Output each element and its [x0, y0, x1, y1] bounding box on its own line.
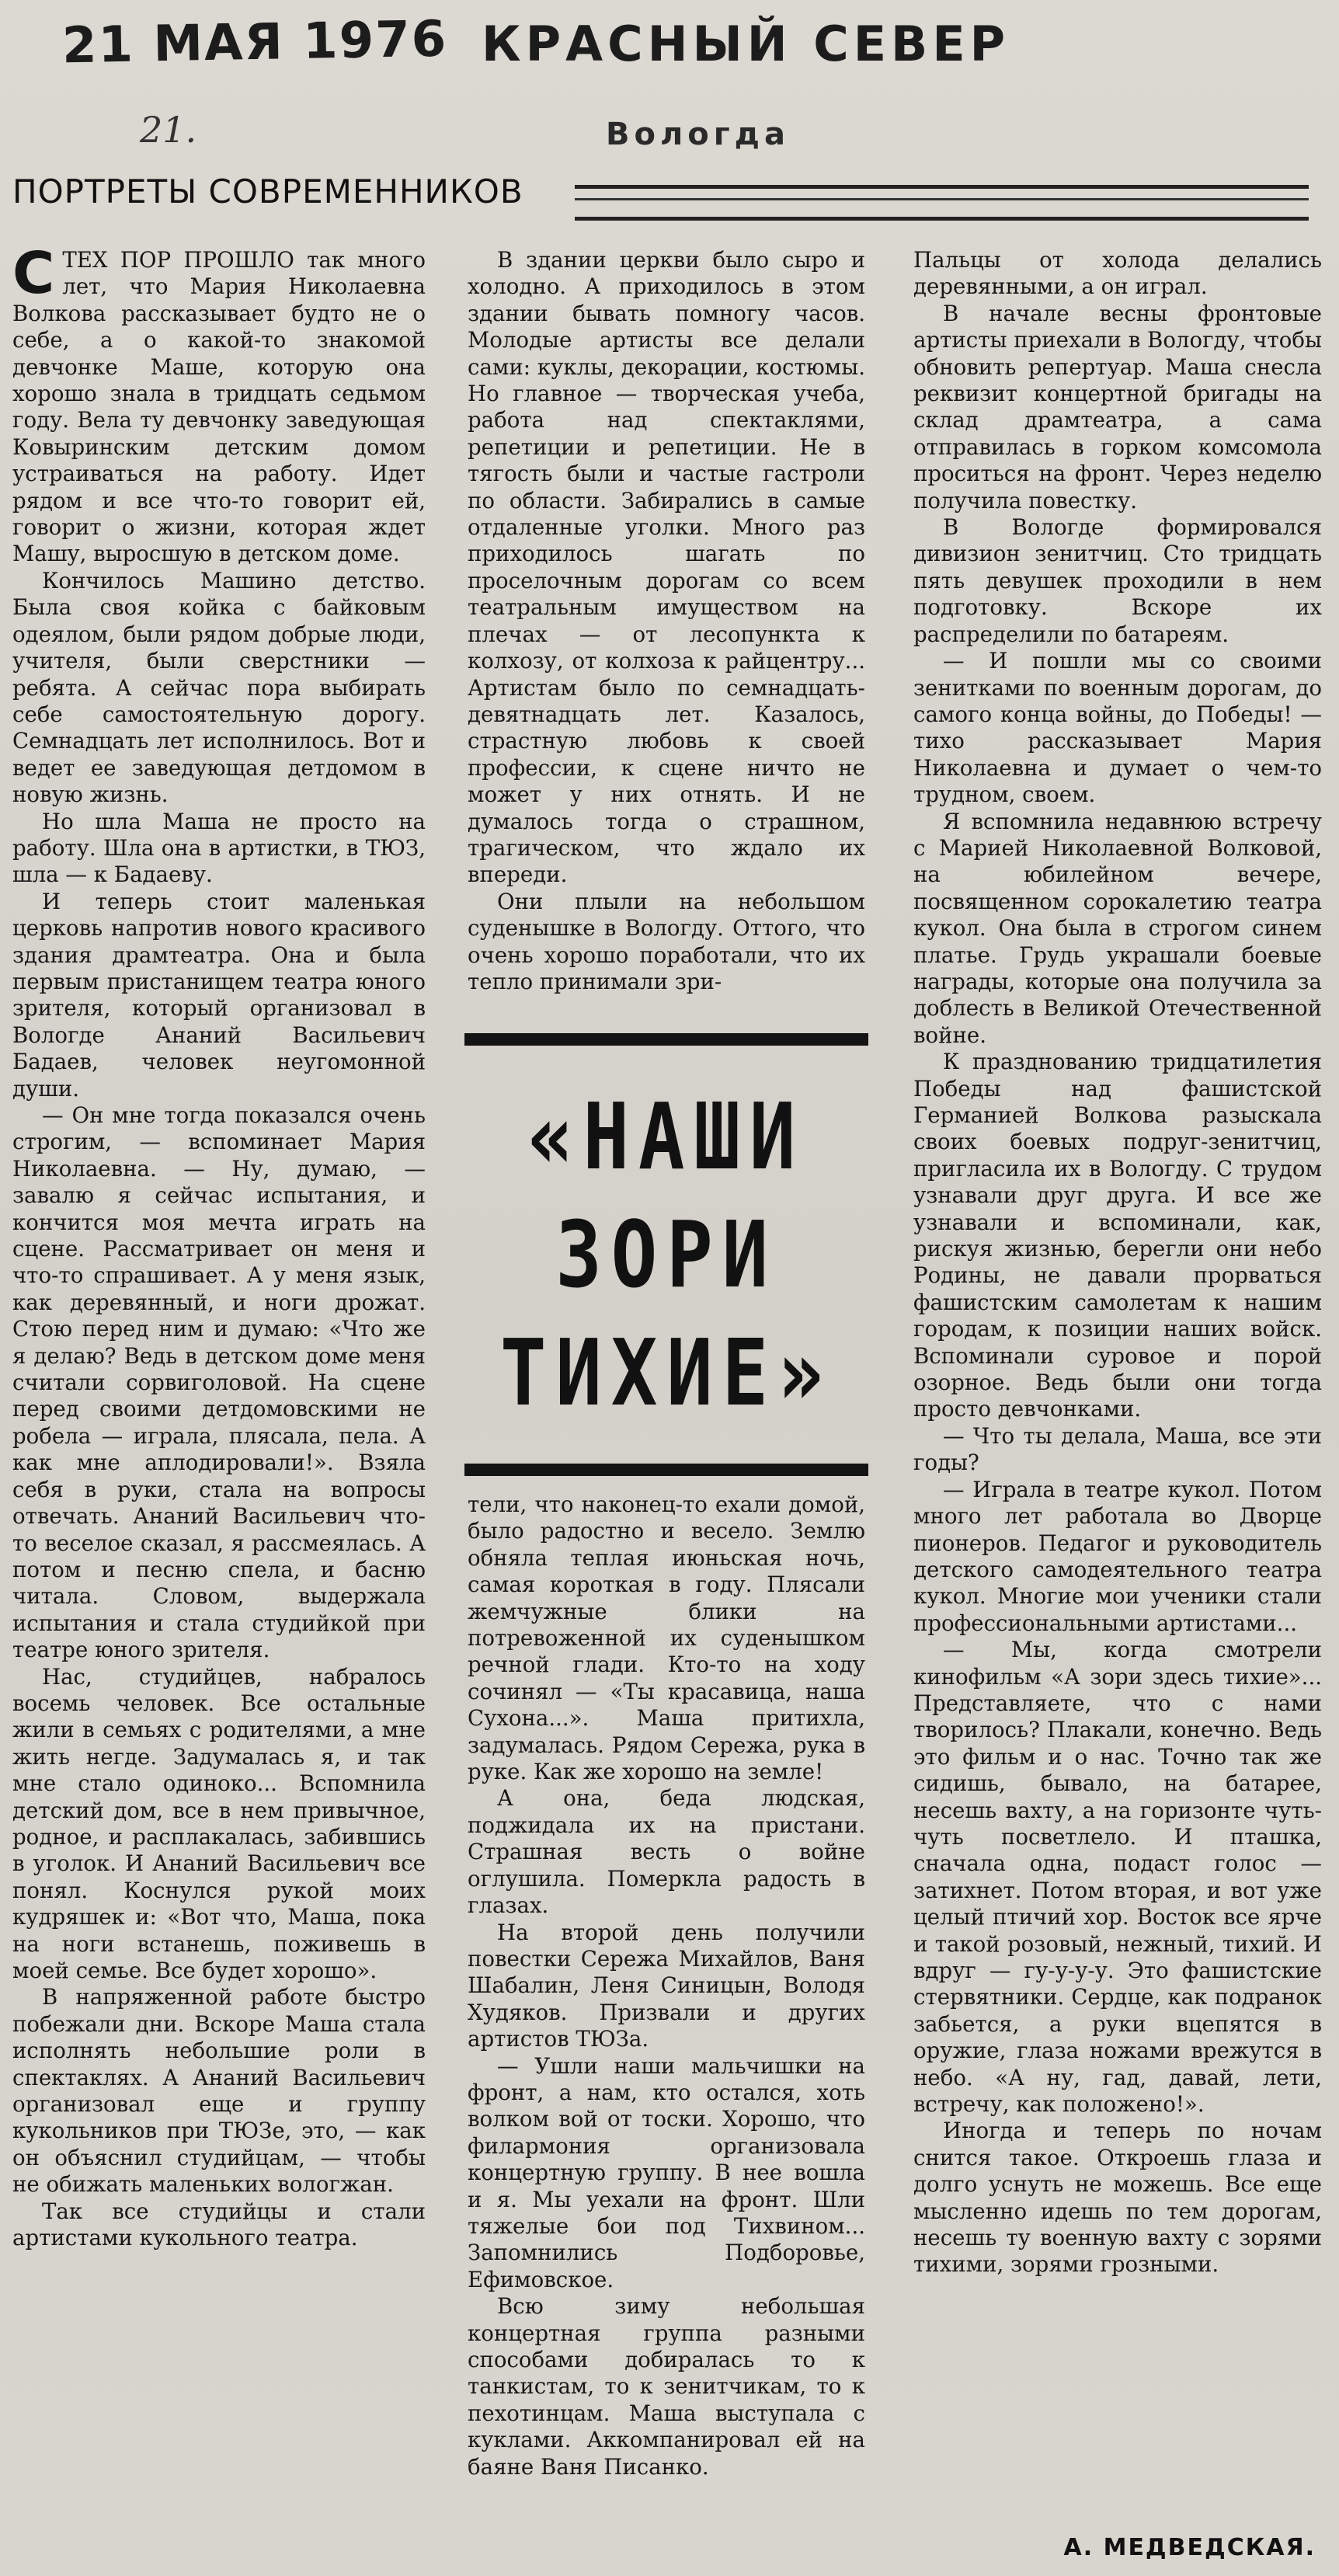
paragraph: — Играла в театре кукол. Потом много лет работала во Дворце пионеров. Педагог и руководитель детского самодеятельного театра кукол. Многие мои ученики стали профессиональными артистами... — [913, 1476, 1322, 1636]
headline-line-3: ТИХИЕ» — [499, 1319, 833, 1426]
rubric-title: ПОРТРЕТЫ СОВРЕМЕННИКОВ — [12, 172, 523, 211]
paragraph: Пальцы от холода делались деревянными, а он играл. — [913, 247, 1322, 300]
paragraph: В начале весны фронтовые артисты приехали в Вологду, чтобы обновить репертуар. Маша снесла реквизит концертной бригады на склад драмтеатра, а сама отправилась в горком комсомола проситься на фронт. Через неделю получила повестку. — [913, 300, 1322, 513]
handwritten-number: 21. — [140, 109, 197, 151]
article-column-2-continued — [468, 1492, 865, 2480]
rubric-rule — [575, 185, 1309, 221]
paragraph: К празднованию тридцатилетия Победы над фашистской Германией Волкова разыскала своих боевых подруг-зенитчиц, пригласила их в Вологду. С трудом узнавали друг друга. И все же узнавали и вспоминали, как, рискуя жизнью, берегли они небо Родины, не давали прорваться фашистским самолетам к нашим городам, к позиции наших войск. Вспоминали суровое и порой озорное. Ведь были они тогда просто девчонками. — [913, 1049, 1322, 1422]
article-column-2 — [468, 247, 865, 995]
paragraph: А она, беда людская, поджидала их на пристани. Страшная весть о войне оглушила. Померкла радость в глазах. — [468, 1785, 865, 1919]
paragraph: — Мы, когда смотрели кинофильм «А зори здесь тихие»... Представляете, что с нами творилось? Плакали, конечно. Ведь это фильм и о нас. Точно так же сидишь, бывало, на батарее, несешь вахту, а на горизонте чуть-чуть посветлело. И пташка, сначала одна, подаст голос — затихнет. Потом вторая, и вот уже целый птичий хор. Восток все ярче и такой розовый, нежный, тихий. И вдруг — гу-у-у-у. Это фашистские стервятники. Сердце, как подранок забьется, а руки вцепятся в оружие, глаза ножами врежутся в небо. «А ну, гад, давай, лети, встречу, как положено!». — [913, 1637, 1322, 2118]
paragraph: Иногда и теперь по ночам снится такое. Откроешь глаза и долго уснуть не можешь. Все еще мысленно идешь по тем дорогам, несешь ту военную вахту с зорями тихими, зорями грозными. — [913, 2118, 1322, 2278]
city-stamp: Вологда — [606, 117, 790, 152]
paragraph: Они плыли на небольшом суденышке в Вологду. Оттого, что очень хорошо поработали, что их тепло принимали зри- — [468, 888, 865, 994]
newspaper-name-stamp: КРАСНЫЙ СЕВЕР — [482, 16, 1010, 72]
paragraph: Нас, студийцев, набралось восемь человек. Все остальные жили в семьях с родителями, а мне жить негде. Задумалась я, и так мне стало одиноко... Вспомнила детский дом, все в нем привычное, родное, и расплакалась, забившись в уголок. И Ананий Васильевич все понял. Коснулся рукой моих кудряшек и: «Вот что, Маша, пока на ноги встанешь, поживешь в моей семье. Все будет хорошо». — [12, 1663, 426, 1983]
paragraph: — Что ты делала, Маша, все эти годы? — [913, 1422, 1322, 1476]
paragraph: В здании церкви было сыро и холодно. А приходилось в этом здании бывать помногу часов. Молодые артисты все делали сами: куклы, декорации, костюмы. Но главное — творческая учеба, работа над спектаклями, репетиции и репетиции. Не в тягость были и частые гастроли по области. Забирались в самые отдаленные уголки. Много раз приходилось шагать по проселочным дорогам со всем театральным имуществом на плечах — от лесопункта к колхозу, от колхоза к райцентру... Артистам было по семнадцать-девятнадцать лет. Казалось, страстную любовь к своей профессии, к сцене ничто не может у них отнять. И не думалось тогда о страшном, трагическом, что ждало их впереди. — [468, 247, 865, 888]
paragraph: Всю зиму небольшая концертная группа разными способами добиралась то к танкистам, то к зенитчикам, то к пехотинцам. Маша выступала с куклами. Аккомпанировал ей на баяне Ваня Писанко. — [468, 2293, 865, 2480]
paragraph: — И пошли мы со своими зенитками по военным дорогам, до самого конца войны, до Победы! — тихо рассказывает Мария Николаевна и думает о чем-то трудном, своем. — [913, 648, 1322, 808]
paragraph: — Ушли наши мальчишки на фронт, а нам, кто остался, хоть волком вой от тоски. Хорошо, что филармония организовала концертную группу. В нее вошла и я. Мы уехали на фронт. Шли тяжелые бои под Тихвином... Запомнились Подборовье, Ефимовское. — [468, 2052, 865, 2292]
headline-line-2: ЗОРИ — [555, 1201, 777, 1308]
paragraph: Так все студийцы и стали артистами кукольного театра. — [12, 2198, 426, 2251]
paragraph: На второй день получили повестки Сережа Михайлов, Ваня Шабалин, Леня Синицын, Володя Худяков. Призвали и других артистов ТЮЗа. — [468, 1919, 865, 2052]
headline-box — [464, 1033, 868, 1476]
paragraph: Я вспомнила недавнюю встречу с Марией Николаевной Волковой, на юбилейном вечере, посвященном сорокалетию театра кукол. Она была в строгом синем платье. Грудь украшали боевые награды, которые она получила за доблесть в Великой Отечественной войне. — [913, 808, 1322, 1048]
paragraph: В Вологде формировался дивизион зенитчиц. Сто тридцать пять девушек проходили в нем подготовку. Вскоре их распределили по батареям. — [913, 514, 1322, 647]
date-stamp: 21 МАЯ 1976 — [61, 10, 448, 75]
paragraph: — Он мне тогда показался очень строгим, — вспоминает Мария Николаевна. — Ну, думаю, — завалю я сейчас испытания, и кончится моя мечта играть на сцене. Рассматривает он меня и что-то спрашивает. А у меня язык, как деревянный, и ноги дрожат. Стою перед ним и думаю: «Что же я делаю? Ведь в детском доме меня считали сорвиголовой. На сцене перед своими детдомовскими не робела — играла, плясала, пела. А как мне аплодировали!». Взяла себя в руки, стала на вопросы отвечать. Ананий Васильевич что-то веселое сказал, я рассмеялась. А потом и песню спела, и басню читала. Словом, выдержала испытания и стала студийкой при театре юного зрителя. — [12, 1102, 426, 1663]
paragraph: Но шла Маша не просто на работу. Шла она в артистки, в ТЮЗ, шла — к Бадаеву. — [12, 808, 426, 888]
paragraph: Кончилось Машино детство. Была своя койка с байковым одеялом, были рядом добрые люди, учителя, были сверстники — ребята. А сейчас пора выбирать себе самостоятельную дорогу. Семнадцать лет исполнилось. Вот и ведет ее заведующая детдомом в новую жизнь. — [12, 567, 426, 808]
paragraph: В напряженной работе быстро побежали дни. Вскоре Маша стала исполнять небольшие роли в спектаклях. А Ананий Васильевич организовал еще и группу кукольников при ТЮЗе, это, — как он объяснил студийцам, — чтобы не обижать маленьких вологжан. — [12, 1984, 426, 2198]
paragraph: тели, что наконец-то ехали домой, было радостно и весело. Землю обняла теплая июньская ночь, самая короткая в году. Плясали жемчужные блики на потревоженной их суденышком речной глади. Кто-то на ходу сочинял — «Ты красавица, наша Сухона...». Маша притихла, задумалась. Рядом Сережа, рука в руке. Как же хорошо на земле! — [468, 1492, 865, 1785]
paragraph: СТЕХ ПОР ПРОШЛО так много лет, что Мария Николаевна Волкова рассказывает будто не о себе, а о какой-то знакомой девчонке Маше, которую она хорошо знала в тридцать седьмом году. Вела ту девчонку заведующая Ковыринским детским домом устраиваться на работу. Идет рядом и все что-то говорит ей, говорит о жизни, которая ждет Машу, выросшую в детском доме. — [12, 240, 426, 567]
article-column-3 — [913, 247, 1322, 2278]
paragraph: И теперь стоит маленькая церковь напротив нового красивого здания драмтеатра. Она и была первым пристанищем театра юного зрителя, который организовал в Вологде Ананий Васильевич Бадаев, человек неугомонной души. — [12, 888, 426, 1102]
headline-line-1: «НАШИ — [527, 1083, 805, 1190]
article-column-1 — [12, 240, 426, 2251]
author-signature: А. МЕДВЕДСКАЯ. — [1063, 2534, 1316, 2561]
